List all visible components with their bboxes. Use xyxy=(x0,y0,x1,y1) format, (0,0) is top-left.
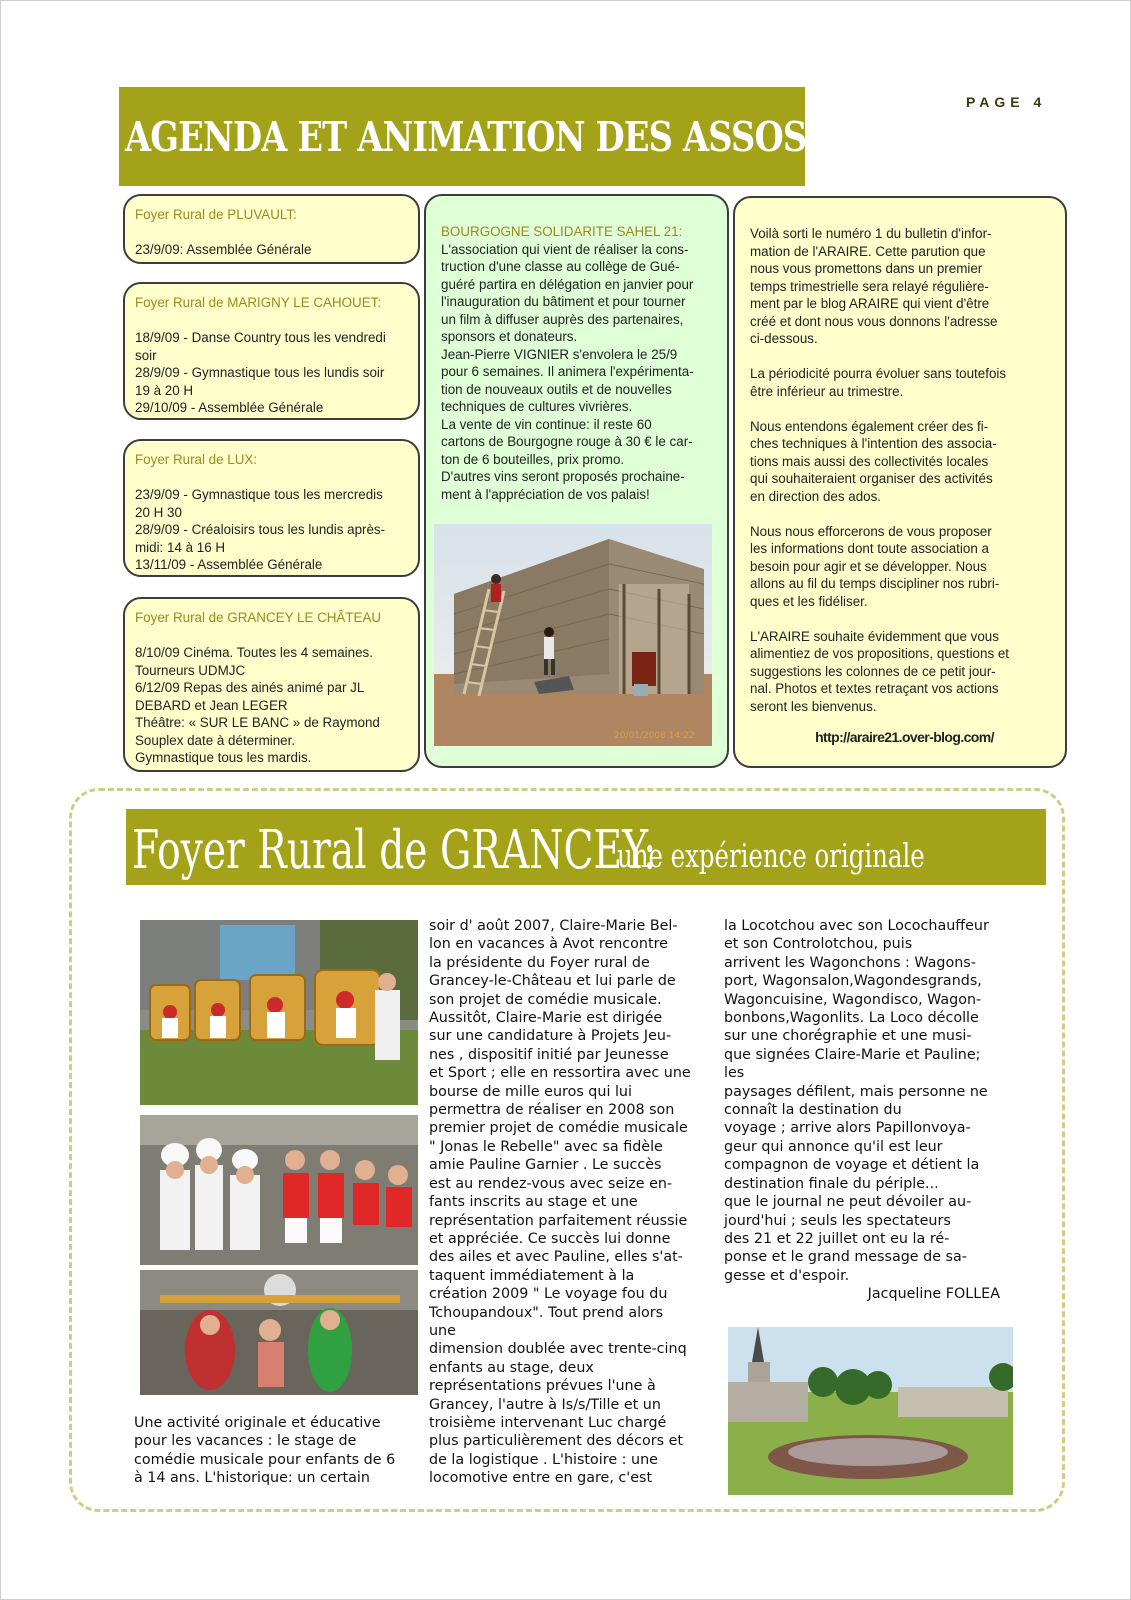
article-line: sur une candidature à Projets Jeu- xyxy=(429,1028,672,1045)
araire-box xyxy=(733,196,1067,768)
article-line: une xyxy=(429,1322,456,1339)
article-col-1 xyxy=(134,1414,418,1488)
sahel-line: pour 6 semaines. Il animera l'expérimenta- xyxy=(441,364,694,379)
event-line: 28/9/09 - Créaloisirs tous les lundis après- xyxy=(135,522,386,537)
araire-line: ques et les fidéliser. xyxy=(750,593,868,609)
araire-line: alimentiez de vos propositions, questions et xyxy=(750,646,1010,661)
article-line: des 21 et 22 juillet ont eu la ré- xyxy=(724,1230,950,1247)
sahel-line: L'association qui vient de réaliser la cons- xyxy=(441,241,689,257)
article-line: bonbons,Wagonlits. La Loco décolle xyxy=(724,1010,979,1027)
page-number: PAGE 4 xyxy=(966,94,1047,110)
article-line: jourd'hui ; seuls les spectateurs xyxy=(724,1212,951,1229)
article-line: arrivent les Wagonchons : Wagons- xyxy=(724,954,976,971)
araire-line: temps trimestrielle sera relayé régulière- xyxy=(750,278,989,294)
construction-photo xyxy=(434,524,712,746)
article-line: à 14 ans. L'historique: un certain xyxy=(134,1470,370,1487)
article-line: voyage ; arrive alors Papillonvoya- xyxy=(724,1120,971,1137)
araire-line: Nous entendons également créer des fi- xyxy=(750,418,989,434)
sahel-line: un film à diffuser auprès des partenaires, xyxy=(441,311,684,327)
event-org-title: Foyer Rural de LUX: xyxy=(135,452,258,467)
sahel-line: La vente de vin continue: il reste 60 xyxy=(441,416,652,432)
blog-url[interactable]: http://araire21.over-blog.com/ xyxy=(815,729,994,745)
event-line: 18/9/09 - Danse Country tous les vendredi xyxy=(135,330,386,345)
araire-line: ches techniques à l'intention des associa- xyxy=(750,436,997,451)
event-line: 8/10/09 Cinéma. Toutes les 4 semaines. xyxy=(135,645,373,660)
sahel-line: l'inauguration du bâtiment et pour tourner xyxy=(441,294,686,309)
article-line: taquent immédiatement à la xyxy=(429,1267,635,1284)
event-line: Théâtre: « SUR LE BANC » de Raymond xyxy=(135,715,380,730)
araire-line: être inférieur au trimestre. xyxy=(750,383,904,399)
article-line: enfants au stage, deux xyxy=(429,1359,594,1376)
village-gathering-photo xyxy=(728,1327,1013,1495)
araire-line: L'ARAIRE souhaite évidemment que vous xyxy=(750,628,999,644)
article-line: nes , dispositif initié par Jeunesse xyxy=(429,1046,669,1063)
article-line: et appréciée. Ce succès lui donne xyxy=(429,1230,671,1247)
event-line: 29/10/09 - Assemblée Générale xyxy=(135,400,324,415)
agenda-title: AGENDA ET ANIMATION DES ASSOS xyxy=(125,113,807,161)
araire-line: tions mais aussi des collectivités locales xyxy=(750,453,989,469)
article-line: Tchoupandoux". Tout prend alors xyxy=(429,1304,664,1321)
article-col-2 xyxy=(429,917,717,1488)
article-subtitle: une expérience originale xyxy=(617,836,925,875)
araire-line: nal. Photos et textes retraçant vos actions xyxy=(750,681,999,696)
event-line: 20 H 30 xyxy=(135,504,182,520)
article-line: son projet de comédie musicale. xyxy=(429,991,662,1008)
article-line: " Jonas le Rebelle" avec sa fidèle xyxy=(429,1138,663,1155)
araire-line: en direction des ados. xyxy=(750,488,882,504)
event-org-title: Foyer Rural de PLUVAULT: xyxy=(135,207,297,222)
sahel-line: tion de nouveaux outils et de nouvelles xyxy=(441,381,672,397)
article-line: la Locotchou avec son Locochauffeur xyxy=(724,918,989,934)
chefs-children-photo xyxy=(140,1115,418,1265)
araire-line: qui souhaiteraient organiser des activités xyxy=(750,471,993,486)
sahel-line: techniques de cultures vivrières. xyxy=(441,399,633,414)
article-line: bourse de mille euros qui lui xyxy=(429,1083,632,1100)
araire-line: suggestions les colonnes de ce petit jour- xyxy=(750,663,996,679)
sahel-line: truction d'une classe au collège de Gué- xyxy=(441,259,680,274)
article-line: et son Controlotchou, puis xyxy=(724,936,913,953)
event-box-grancey xyxy=(123,597,420,772)
araire-line: besoin pour agir et se développer. Nous xyxy=(750,558,987,574)
article-line: compagnon de voyage et détient la xyxy=(724,1157,980,1174)
article-line: ponse et le grand message de sa- xyxy=(724,1249,967,1266)
article-banner xyxy=(126,809,1046,885)
event-line: soir xyxy=(135,347,157,363)
article-line: est au rendez-vous avec seize en- xyxy=(429,1175,673,1192)
article-line: gesse et d'espoir. xyxy=(724,1267,850,1284)
sahel-line: ment à l'appréciation de vos palais! xyxy=(441,486,650,502)
article-line: que signées Claire-Marie et Pauline; xyxy=(724,1046,981,1063)
article-line: fants inscrits au stage et une xyxy=(429,1194,638,1211)
sahel-line: cartons de Bourgogne rouge à 30 € le car- xyxy=(441,434,693,449)
araire-line: Voilà sorti le numéro 1 du bulletin d'infor- xyxy=(750,226,992,241)
article-col-3 xyxy=(724,917,1014,1304)
event-line: Souplex date à déterminer. xyxy=(135,732,296,748)
article-line: dimension doublée avec trente-cinq xyxy=(429,1341,687,1358)
article-line: Grancey-le-Château et lui parle de xyxy=(429,973,676,990)
araire-line: créé et dont nous vous donnons l'adresse xyxy=(750,313,998,329)
article-line: création 2009 " Le voyage fou du xyxy=(429,1286,668,1303)
article-line: troisième intervenant Luc chargé xyxy=(429,1414,667,1431)
article-line: Aussitôt, Claire-Marie est dirigée xyxy=(429,1010,663,1027)
araire-line: allons au fil du temps discipliner nos rubri- xyxy=(750,576,1000,591)
event-line: midi: 14 à 16 H xyxy=(135,539,226,555)
photo-timestamp: 20/01/2008 14:22 xyxy=(614,731,695,741)
sahel-title: BOURGOGNE SOLIDARITE SAHEL 21: xyxy=(441,224,683,239)
event-line: 23/9/09 - Gymnastique tous les mercredis xyxy=(135,487,383,502)
article-line: représentations prévues l'une à xyxy=(429,1378,656,1395)
article-line: plus particulièrement des décors et xyxy=(429,1433,683,1450)
sahel-line: ton de 6 bouteilles, prix promo. xyxy=(441,451,625,467)
article-line: de la logistique . L'histoire : une xyxy=(429,1451,658,1468)
agenda-banner xyxy=(119,87,805,186)
araire-line: les informations dont toute association a xyxy=(750,541,989,556)
article-line: comédie musicale pour enfants de 6 xyxy=(134,1451,396,1468)
event-line: Gymnastique tous les mardis. xyxy=(135,750,312,765)
araire-line: seront les bienvenus. xyxy=(750,698,877,714)
araire-line: ci-dessous. xyxy=(750,331,818,346)
event-box-marigny xyxy=(123,282,420,420)
araire-line: nous vous promettons dans un premier xyxy=(750,261,983,276)
sahel-line: D'autres vins seront proposés prochaine- xyxy=(441,469,685,484)
article-line: permettra de réaliser en 2008 son xyxy=(429,1102,675,1119)
article-line: les xyxy=(724,1065,745,1082)
article-line: port, Wagonsalon,Wagondesgrands, xyxy=(724,973,982,990)
araire-line: mation de l'ARAIRE. Cette parution que xyxy=(750,243,986,259)
araire-line: La périodicité pourra évoluer sans toutefois xyxy=(750,366,1007,381)
article-line: Wagoncuisine, Wagondisco, Wagon- xyxy=(724,991,982,1008)
article-line: geur qui annonce qu'il est leur xyxy=(724,1138,943,1155)
article-author: Jacqueline FOLLEA xyxy=(867,1286,1000,1303)
event-line: 23/9/09: Assemblée Générale xyxy=(135,242,312,257)
article-line: Une activité originale et éducative xyxy=(134,1415,381,1431)
event-line: 19 à 20 H xyxy=(135,382,194,398)
article-line: et Sport ; elle en ressortira avec une xyxy=(429,1065,691,1082)
article-line: paysages défilent, mais personne ne xyxy=(724,1083,988,1100)
event-line: 13/11/09 - Assemblée Générale xyxy=(135,557,323,572)
article-line: représentation parfaitement réussie xyxy=(429,1212,688,1229)
sahel-line: guéré partira en délégation en janvier pour xyxy=(441,276,694,292)
event-line: Tourneurs UDMJC xyxy=(135,662,246,678)
event-line: DEBARD et Jean LEGER xyxy=(135,697,288,713)
article-line: soir d' août 2007, Claire-Marie Bel- xyxy=(429,918,678,934)
costume-show-photo xyxy=(140,1270,418,1395)
article-line: locomotive entre en gare, c'est xyxy=(429,1470,653,1487)
araire-line: Nous nous efforcerons de vous proposer xyxy=(750,523,992,539)
event-box-lux xyxy=(123,439,420,577)
article-line: destination finale du périple... xyxy=(724,1175,939,1192)
article-line: premier projet de comédie musicale xyxy=(429,1120,688,1137)
article-line: que le journal ne peut dévoiler au- xyxy=(724,1194,972,1211)
event-org-title: Foyer Rural de GRANCEY LE CHÂTEAU xyxy=(135,610,382,625)
train-costumes-photo xyxy=(140,920,418,1105)
article-title: Foyer Rural de GRANCEY: xyxy=(132,820,657,881)
sahel-line: Jean-Pierre VIGNIER s'envolera le 25/9 xyxy=(441,346,678,362)
event-line: 6/12/09 Repas des ainés animé par JL xyxy=(135,680,365,695)
article-line: Grancey, l'autre à Is/s/Tille et un xyxy=(429,1396,661,1413)
event-line: 28/9/09 - Gymnastique tous les lundis soir xyxy=(135,365,385,380)
article-line: la présidente du Foyer rural de xyxy=(429,954,650,971)
article-line: des ailes et avec Pauline, elles s'at- xyxy=(429,1249,683,1266)
araire-text xyxy=(750,225,1059,715)
event-org-title: Foyer Rural de MARIGNY LE CAHOUET: xyxy=(135,295,382,310)
article-line: pour les vacances : le stage de xyxy=(134,1433,357,1450)
article-line: connaît la destination du xyxy=(724,1102,902,1119)
article-line: sur une chorégraphie et une musi- xyxy=(724,1028,972,1045)
sahel-line: sponsors et donateurs. xyxy=(441,329,578,344)
event-box-pluvault xyxy=(123,194,420,264)
article-line: lon en vacances à Avot rencontre xyxy=(429,936,668,953)
araire-line: ment par le blog ARAIRE qui vient d'être xyxy=(750,296,990,311)
article-line: amie Pauline Garnier . Le succès xyxy=(429,1157,662,1174)
sahel-text xyxy=(441,241,723,504)
